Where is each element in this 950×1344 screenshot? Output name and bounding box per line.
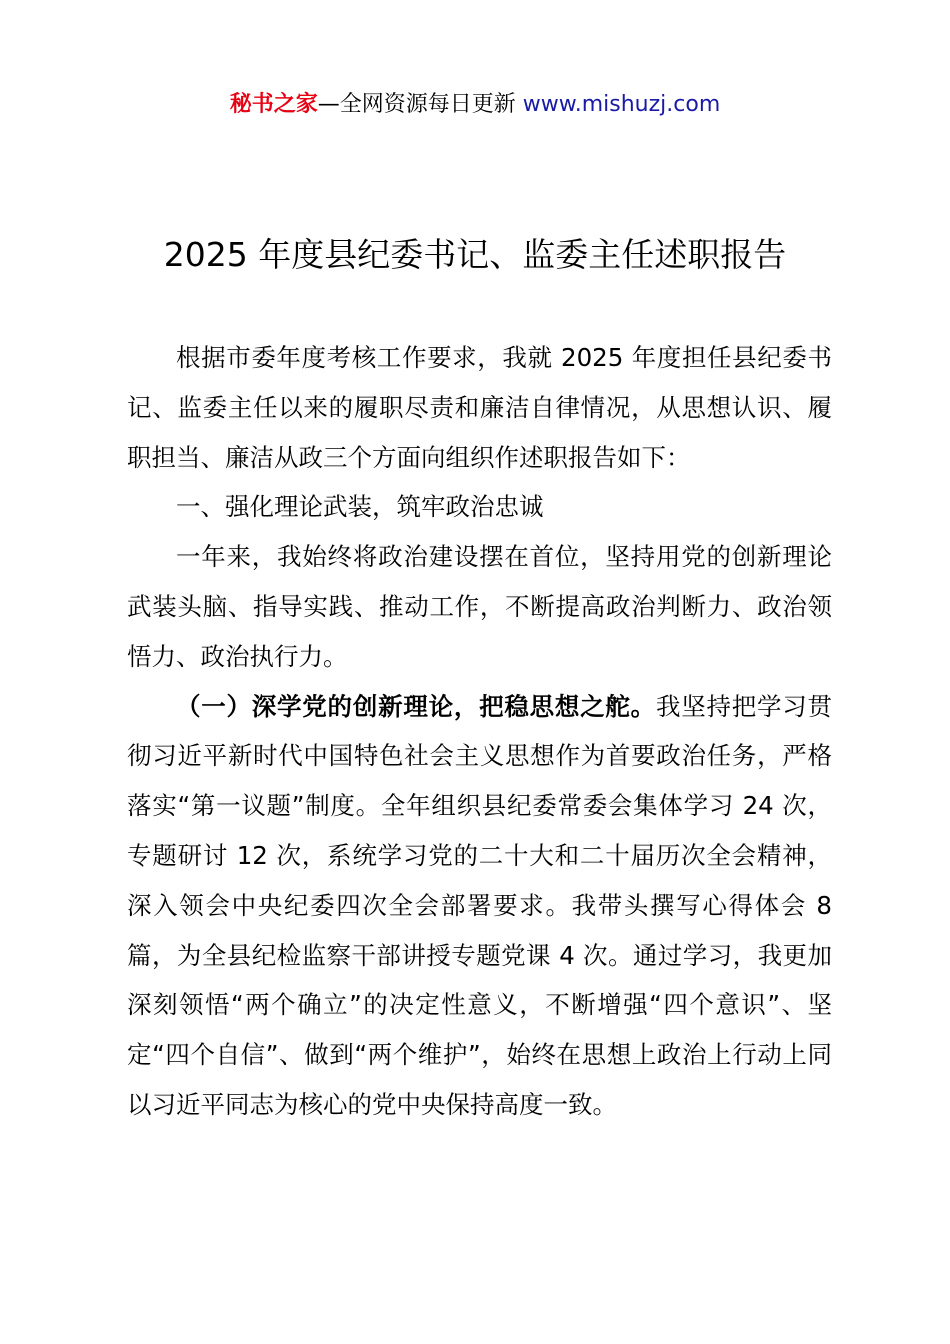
- intro-paragraph: 根据市委年度考核工作要求，我就 2025 年度担任县纪委书记、监委主任以来的履职尽责和廉洁自律情况，从思想认识、履职担当、廉洁从政三个方面向组织作述职报告如下：: [127, 343, 832, 472]
- header-tagline: —全网资源每日更新: [317, 92, 523, 117]
- site-header: [0, 88, 950, 122]
- section-paragraph: 一年来，我始终将政治建设摆在首位，坚持用党的创新理论武装头脑、指导实践、推动工作，不断提高政治判断力、政治领悟力、政治执行力。: [127, 542, 832, 671]
- site-url-link[interactable]: www.mishuzj.com: [522, 92, 721, 117]
- brand-name: 秘书之家: [229, 92, 318, 117]
- section-heading: 一、强化理论武装，筑牢政治忠诚: [176, 492, 544, 522]
- subsection-body: 我坚持把学习贯彻习近平新时代中国特色社会主义思想作为首要政治任务，严格落实“第一议题”制度。全年组织县纪委常委会集体学习 24 次，专题研讨 12 次，系统学习党的二十大和二十届历次全会精神，深入领会中央纪委四次全会部署要求。我带头撰写心得体会 8 篇，为全县纪检监察干部讲授专题党课 4 次。通过学习，我更加深刻领悟“两个确立”的决定性意义，不断增强“四个意识”、坚定“四个自信”、做到“两个维护”，始终在思想上政治上行动上同以习近平同志为核心的党中央保持高度一致。: [127, 691, 833, 1119]
- subsection-heading: （一）深学党的创新理论，把稳思想之舵。: [176, 691, 656, 721]
- subsection-paragraph: [127, 682, 832, 1130]
- document-body: [127, 333, 832, 1130]
- document-title: 2025 年度县纪委书记、监委主任述职报告: [163, 235, 787, 274]
